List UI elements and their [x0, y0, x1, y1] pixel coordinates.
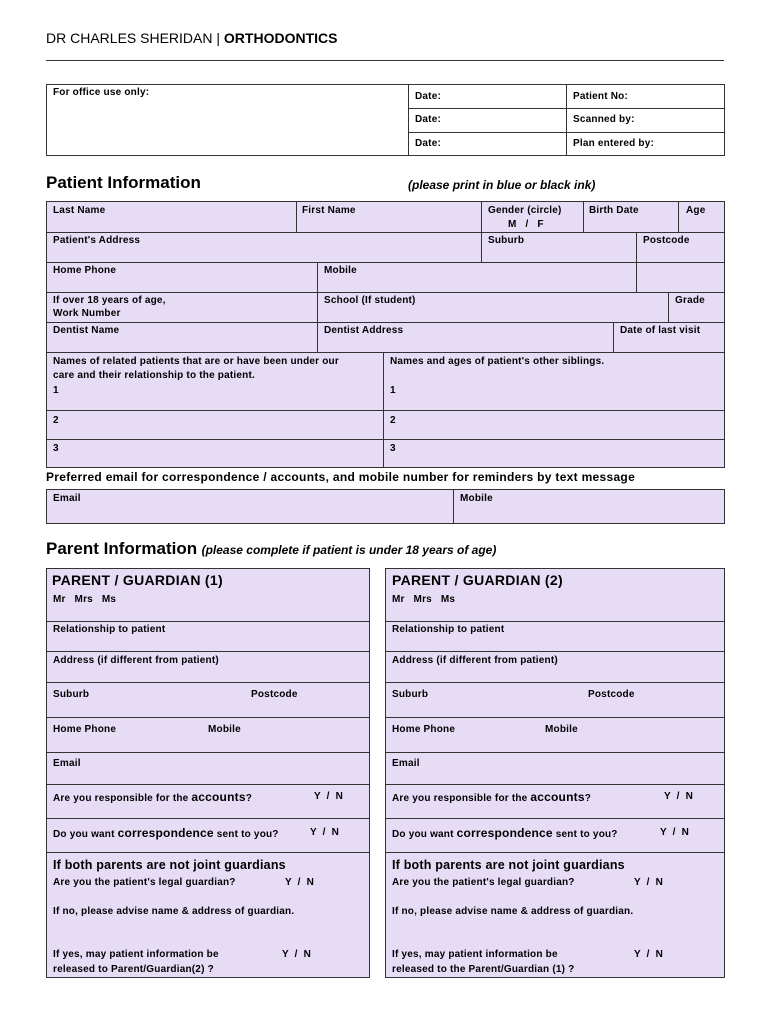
gender-field[interactable]: Gender (circle)	[488, 205, 562, 216]
contact-mobile-field[interactable]: Mobile	[460, 493, 493, 504]
work-number-label-1: If over 18 years of age,	[53, 295, 166, 306]
g2-suburb-field[interactable]: Suburb	[392, 689, 429, 700]
birth-date-field[interactable]: Birth Date	[589, 205, 639, 216]
g1-release-question-1: If yes, may patient information be	[53, 949, 219, 960]
scanned-by-field[interactable]: Scanned by:	[573, 114, 635, 125]
plan-entered-by-field[interactable]: Plan entered by:	[573, 138, 654, 149]
g2-accounts-question	[392, 790, 591, 806]
g2-corr-word: correspondence	[456, 826, 553, 840]
g1-accounts-word: accounts	[191, 790, 246, 804]
g2-corr-pre: Do you want	[392, 829, 457, 840]
g2-title-options[interactable]: Mr Mrs Ms	[392, 594, 456, 605]
divider	[46, 852, 370, 853]
divider	[46, 682, 370, 683]
parent-info-header	[46, 539, 496, 559]
divider	[408, 108, 725, 109]
divider	[385, 682, 725, 683]
gender-options[interactable]: M / F	[508, 219, 544, 230]
related-patients-label-1: Names of related patients that are or have been under our	[53, 356, 339, 367]
age-field[interactable]: Age	[686, 205, 706, 216]
g2-release-yn[interactable]: Y / N	[634, 949, 664, 960]
office-date-1[interactable]: Date:	[415, 91, 442, 102]
office-use-label: For office use only:	[53, 87, 150, 98]
divider	[408, 84, 409, 156]
divider	[566, 84, 567, 156]
divider	[453, 489, 454, 524]
g1-suburb-field[interactable]: Suburb	[53, 689, 90, 700]
g1-corr-word: correspondence	[117, 826, 214, 840]
divider	[46, 621, 370, 622]
g1-title-options[interactable]: Mr Mrs Ms	[53, 594, 117, 605]
g2-mobile-field[interactable]: Mobile	[545, 724, 578, 735]
g1-accounts-post: ?	[245, 793, 253, 804]
related-2[interactable]: 2	[53, 415, 59, 426]
g2-legal-question: Are you the patient's legal guardian?	[392, 877, 575, 888]
g1-legal-question: Are you the patient's legal guardian?	[53, 877, 236, 888]
g1-release-question-2: released to Parent/Guardian(2) ?	[53, 964, 214, 975]
sibling-3[interactable]: 3	[390, 443, 396, 454]
parent-info-note: (please complete if patient is under 18 years of age)	[201, 543, 497, 557]
school-field[interactable]: School (If student)	[324, 295, 416, 306]
contact-heading: Preferred email for correspondence / accounts, and mobile number for reminders by text message	[46, 470, 636, 484]
sibling-1[interactable]: 1	[390, 385, 396, 396]
divider	[385, 784, 725, 785]
divider	[46, 439, 725, 440]
g1-correspondence-yn[interactable]: Y / N	[310, 827, 340, 838]
divider	[46, 717, 370, 718]
doctor-name: DR CHARLES SHERIDAN |	[46, 30, 224, 46]
g1-mobile-field[interactable]: Mobile	[208, 724, 241, 735]
g1-accounts-question	[53, 790, 252, 806]
divider	[385, 752, 725, 753]
work-number-field[interactable]: Work Number	[53, 308, 121, 319]
divider	[678, 201, 679, 232]
g2-accounts-yn[interactable]: Y / N	[664, 791, 694, 802]
g1-address-field[interactable]: Address (if different from patient)	[53, 655, 219, 666]
guardian-2-heading: PARENT / GUARDIAN (2)	[392, 572, 563, 588]
g2-relationship-field[interactable]: Relationship to patient	[392, 624, 505, 635]
practice-name: ORTHODONTICS	[223, 30, 338, 46]
divider	[46, 262, 725, 263]
g2-postcode-field[interactable]: Postcode	[588, 689, 635, 700]
address-field[interactable]: Patient's Address	[53, 235, 141, 246]
divider	[385, 621, 725, 622]
divider	[46, 651, 370, 652]
home-phone-field[interactable]: Home Phone	[53, 265, 117, 276]
g2-advise-field[interactable]: If no, please advise name & address of guardian.	[392, 906, 634, 917]
dentist-address-field[interactable]: Dentist Address	[324, 325, 404, 336]
g2-correspondence-yn[interactable]: Y / N	[660, 827, 690, 838]
contact-email-field[interactable]: Email	[53, 493, 81, 504]
divider	[46, 322, 725, 323]
divider	[481, 201, 482, 262]
mobile-field[interactable]: Mobile	[324, 265, 357, 276]
last-name-field[interactable]: Last Name	[53, 205, 106, 216]
guardian-1-heading: PARENT / GUARDIAN (1)	[52, 572, 223, 588]
divider	[408, 132, 725, 133]
g2-corr-post: sent to you?	[552, 829, 618, 840]
divider	[385, 852, 725, 853]
divider	[383, 352, 384, 468]
sibling-2[interactable]: 2	[390, 415, 396, 426]
related-1[interactable]: 1	[53, 385, 59, 396]
divider	[46, 752, 370, 753]
g1-accounts-pre: Are you responsible for the	[53, 793, 192, 804]
g1-accounts-yn[interactable]: Y / N	[314, 791, 344, 802]
last-visit-field[interactable]: Date of last visit	[620, 325, 701, 336]
g2-correspondence-question	[392, 826, 618, 842]
g1-release-yn[interactable]: Y / N	[282, 949, 312, 960]
divider	[317, 262, 318, 352]
divider	[46, 352, 725, 353]
g1-home-phone-field[interactable]: Home Phone	[53, 724, 117, 735]
related-patients-label-2: care and their relationship to the patient.	[53, 370, 255, 381]
g2-accounts-word: accounts	[530, 790, 585, 804]
dentist-name-field[interactable]: Dentist Name	[53, 325, 120, 336]
g2-accounts-pre: Are you responsible for the	[392, 793, 531, 804]
header-rule	[46, 60, 724, 61]
g2-email-field[interactable]: Email	[392, 758, 420, 769]
divider	[46, 818, 370, 819]
divider	[385, 717, 725, 718]
g2-address-field[interactable]: Address (if different from patient)	[392, 655, 558, 666]
patient-no-field[interactable]: Patient No:	[573, 91, 628, 102]
g2-accounts-post: ?	[584, 793, 592, 804]
g2-release-question-2: released to the Parent/Guardian (1) ?	[392, 964, 575, 975]
suburb-field[interactable]: Suburb	[488, 235, 525, 246]
divider	[385, 651, 725, 652]
g1-advise-field[interactable]: If no, please advise name & address of guardian.	[53, 906, 295, 917]
divider	[46, 292, 725, 293]
g2-release-question-1: If yes, may patient information be	[392, 949, 558, 960]
patient-info-title: Patient Information	[46, 173, 201, 192]
g1-corr-pre: Do you want	[53, 829, 118, 840]
divider	[46, 784, 370, 785]
divider	[46, 410, 725, 411]
grade-field[interactable]: Grade	[675, 295, 705, 306]
g1-legal-yn[interactable]: Y / N	[285, 877, 315, 888]
g1-corr-post: sent to you?	[213, 829, 279, 840]
first-name-field[interactable]: First Name	[302, 205, 356, 216]
postcode-field[interactable]: Postcode	[643, 235, 690, 246]
g1-email-field[interactable]: Email	[53, 758, 81, 769]
g1-correspondence-question	[53, 826, 279, 842]
divider	[668, 292, 669, 322]
g1-postcode-field[interactable]: Postcode	[251, 689, 298, 700]
practice-header	[46, 30, 337, 46]
divider	[46, 232, 725, 233]
contact-table	[46, 489, 725, 524]
divider	[636, 232, 637, 292]
related-3[interactable]: 3	[53, 443, 59, 454]
g2-home-phone-field[interactable]: Home Phone	[392, 724, 456, 735]
divider	[583, 201, 584, 232]
divider	[385, 818, 725, 819]
parent-info-title: Parent Information	[46, 539, 198, 558]
divider	[296, 201, 297, 232]
office-date-3[interactable]: Date:	[415, 138, 442, 149]
divider	[613, 322, 614, 352]
patient-info-note: (please print in blue or black ink)	[408, 178, 596, 192]
g2-legal-yn[interactable]: Y / N	[634, 877, 664, 888]
siblings-label: Names and ages of patient's other siblings.	[390, 356, 605, 367]
office-date-2[interactable]: Date:	[415, 114, 442, 125]
g1-joint-heading: If both parents are not joint guardians	[53, 858, 286, 872]
g1-relationship-field[interactable]: Relationship to patient	[53, 624, 166, 635]
g2-joint-heading: If both parents are not joint guardians	[392, 858, 625, 872]
